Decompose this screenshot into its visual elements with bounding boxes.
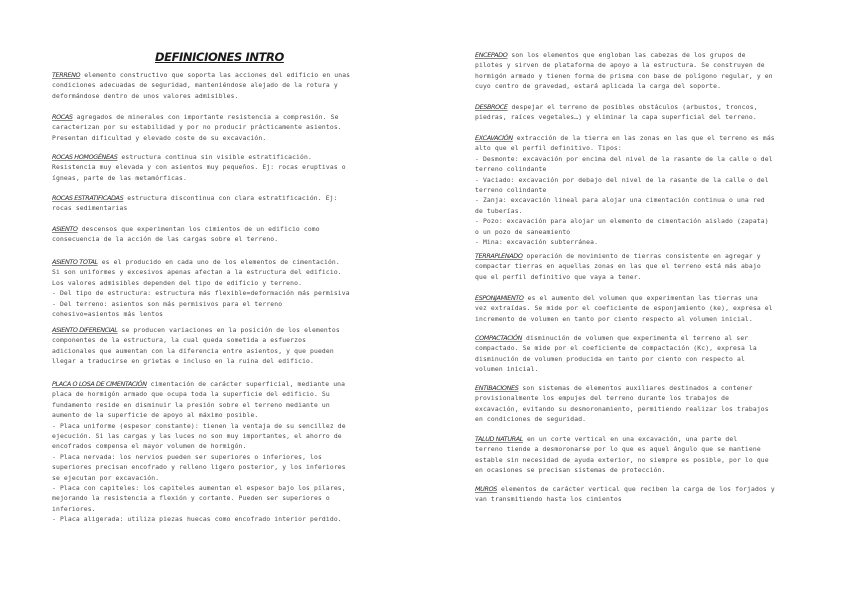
- definition-entry: [475, 383, 769, 426]
- definition-first-line: [52, 193, 338, 204]
- definition-text-line: o un pozo de saneamiento: [475, 228, 571, 236]
- definition-text-line: deformándose dentro de unos valores admisibles.: [52, 92, 239, 100]
- definition-text: elemento constructivo que soporta las acciones del edificio en unas: [80, 72, 351, 79]
- definition-text-line: - Del tipo de estructura: estructura más flexible=deformación más permisiva: [52, 290, 350, 298]
- definition-text: cimentación de carácter superficial, mediante una: [146, 381, 346, 388]
- definition-text-line: volumen inicial.: [475, 366, 539, 374]
- definition-text-line: Presentan dificultad y elevado coste de su excavación.: [52, 134, 267, 142]
- definition-text-line: - Del terreno: asientos son más permisivos para el terreno: [52, 300, 283, 308]
- definition-first-line: [475, 383, 769, 394]
- definition-entry: [52, 325, 340, 368]
- definition-term: PLACA O LOSA DE CIMENTACIÓN: [52, 380, 147, 388]
- definition-first-line: [52, 325, 340, 336]
- definition-text: son sistemas de elementos auxiliares destinados a contener: [518, 385, 753, 392]
- definition-text-line: caracterizan por su estabilidad y por no producir prácticamente asientos.: [52, 124, 342, 132]
- definition-term: DESBROCE: [475, 103, 508, 111]
- definition-entry: [52, 193, 338, 215]
- definition-text-line: que el perfil definitivo que vaya a tener.: [475, 273, 642, 281]
- definition-text: extracción de la tierra en las zonas en las que el terreno es más: [512, 135, 775, 142]
- definition-entry: [52, 257, 350, 320]
- definition-text-line: de tuberías.: [475, 207, 523, 215]
- definition-first-line: [475, 484, 775, 495]
- definition-first-line: [475, 251, 761, 262]
- definition-text: estructura discontinua con clara estratificación. Ej:: [123, 195, 338, 202]
- definition-text: agregados de minerales con importante resistencia a compresión. Se: [72, 114, 339, 121]
- definition-first-line: [475, 102, 758, 113]
- definition-term: COMPACTACIÓN: [475, 334, 523, 342]
- definition-text-line: - Placa aligerada: utiliza piezas huecas como encofrado interior perdido.: [52, 516, 342, 524]
- definition-text-line: disminución de volumen producida en tanto por ciento con respecto al: [475, 355, 745, 363]
- definition-text: despejar el terreno de posibles obstáculos (arbustos, troncos,: [507, 104, 758, 111]
- definition-first-line: [52, 379, 346, 390]
- definition-text: descensos que experimentan los cimientos de un edificio como: [77, 226, 320, 233]
- page-title: DEFINICIONES INTRO: [155, 50, 284, 64]
- definition-text-line: compactado. Se mide por el coeficiente de compactación (Kc), expresa la: [475, 345, 757, 353]
- definition-first-line: [475, 333, 757, 344]
- definition-text-line: - Mina: excavación subterránea.: [475, 239, 599, 247]
- definition-entry: [475, 133, 775, 248]
- definition-text-line: Resistencia muy elevada y con asientos muy pequeños. Ej: rocas eruptivas o: [52, 164, 346, 172]
- definition-text: disminución de volumen que experimenta el terreno al ser: [522, 335, 749, 342]
- definition-entry: [475, 333, 757, 376]
- definition-text-line: piedras, raíces vegetales…) y eliminar la capa superficial del terreno.: [475, 114, 757, 122]
- definition-text-line: hormigón armado y tienen forma de prisma con base de polígono regular, y en: [475, 72, 773, 80]
- definition-entry: [475, 251, 761, 283]
- definition-term: ENTIBACIONES: [475, 384, 519, 392]
- definition-text-line: ejecución. Si las cargas y las luces no son muy importantes, el ahorro de: [52, 433, 342, 441]
- definition-term: ROCAS ESTRATIFICADAS: [52, 194, 124, 202]
- definition-text-line: encofrados compensa el mayor volumen de hormigón.: [52, 443, 247, 451]
- definition-text: se producen variaciones en la posición de los elementos: [117, 327, 340, 334]
- definition-first-line: [52, 70, 350, 81]
- definition-text-line: Los valores admisibles dependen del tipo de edificio y terreno.: [52, 279, 303, 287]
- definition-text: en un corte vertical en una excavación, una parte del: [522, 436, 738, 443]
- definition-first-line: [52, 257, 350, 268]
- definition-first-line: [52, 224, 320, 235]
- definition-text: es el producido en cada uno de los elementos de cimentación.: [97, 259, 340, 266]
- definition-text-line: provisionalmente los empujes del terreno durante los trabajos de: [475, 395, 730, 403]
- definition-text-line: incremento de volumen en tanto por ciento respecto al volumen inicial.: [475, 315, 753, 323]
- definition-text-line: - Zanja: excavación lineal para alojar una cimentación continua o una red: [475, 197, 765, 205]
- definition-entry: [475, 434, 769, 477]
- definition-term: ASIENTO DIFERENCIAL: [52, 326, 118, 334]
- definition-term: ROCAS HOMOGÉNEAS: [52, 153, 118, 161]
- definition-text-line: llegar a traducirse en grietas e incluso en la ruina del edificio.: [52, 358, 314, 366]
- definition-entry: [52, 70, 350, 102]
- definition-text-line: superiores precisan encofrado y relleno ligero posterior, y los inferiores: [52, 464, 346, 472]
- definition-text-line: componentes de la estructura, la cual queda sometida a esfuerzos: [52, 337, 307, 345]
- definition-text-line: - Vaciado: excavación por debajo del nivel de la rasante de la calle o del: [475, 176, 769, 184]
- definition-entry: [475, 50, 773, 93]
- definition-term: TALUD NATURAL: [475, 435, 523, 443]
- definition-text-line: cuyo centro de gravedad, estará aplicada la carga del soporte.: [475, 83, 722, 91]
- definition-text-line: terreno tiende a desmoronarse por lo que es aquel ángulo que se mantiene: [475, 446, 761, 454]
- definition-text-line: inferiores.: [52, 505, 96, 513]
- definition-text-line: en condiciones de seguridad.: [475, 416, 587, 424]
- definition-text-line: aumento de la superficie de apoyo al máximo posible.: [52, 412, 259, 420]
- definition-entry: [52, 224, 320, 246]
- definition-text-line: consecuencia de la acción de las cargas sobre el terreno.: [52, 236, 279, 244]
- definition-first-line: [52, 152, 346, 163]
- definition-text-line: compactar tierras en aquellas zonas en las que el terreno está más abajo: [475, 263, 761, 271]
- definition-text-line: cohesivo=asientos más lentos: [52, 311, 164, 319]
- definition-text-line: se ejecutan por excavación.: [52, 474, 160, 482]
- definition-text-line: - Placa uniforme (espesor constante): tienen la ventaja de su sencillez de: [52, 422, 346, 430]
- definition-first-line: [52, 112, 342, 123]
- definition-entry: [52, 379, 346, 526]
- definition-term: ESPONJAMIENTO: [475, 294, 524, 302]
- definition-text-line: - Placa con capiteles: los capiteles aumentan el espesor bajo los pilares,: [52, 485, 346, 493]
- definition-text-line: vez extraídas. Se mide por el coeficiente de esponjamiento (ke), expresa el: [475, 305, 773, 313]
- definition-text: operación de movimiento de tierras consistente en agregar y: [522, 253, 761, 260]
- definition-term: TERRAPLENADO: [475, 252, 523, 260]
- definition-text-line: adicionales que aumentan con la diferencia entre asientos, y que pueden: [52, 347, 334, 355]
- definition-term: TERRENO: [52, 71, 81, 79]
- definition-term: ASIENTO: [52, 225, 78, 233]
- definition-text-line: placa de hormigón armado que ocupa toda la superficie del edificio. Su: [52, 391, 330, 399]
- definition-text-line: van transmitiendo hasta los cimientos: [475, 496, 622, 504]
- definition-entry: [475, 484, 775, 506]
- definition-term: ASIENTO TOTAL: [52, 258, 98, 266]
- definition-text-line: ígneas, parte de las metamórficas.: [52, 174, 187, 182]
- definition-first-line: [475, 293, 773, 304]
- definition-text-line: terreno colindante: [475, 187, 547, 195]
- definition-first-line: [475, 434, 769, 445]
- definition-text-line: Si son uniformes y excesivos apenas afectan a la estructura del edificio.: [52, 269, 342, 277]
- definition-text-line: - Desmonte: excavación por encima del nivel de la rasante de la calle o del: [475, 155, 773, 163]
- definition-entry: [475, 102, 758, 124]
- definition-term: EXCAVACIÓN: [475, 134, 513, 142]
- definition-text-line: condiciones adecuadas de seguridad, manteniéndose alejado de la rotura y: [52, 82, 338, 90]
- definition-text-line: excavación, evitando su desmoronamiento, permitiendo realizar los trabajos: [475, 405, 769, 413]
- definition-text-line: rocas sedimentarias: [52, 205, 128, 213]
- definition-term: MUROS: [475, 485, 497, 493]
- definition-first-line: [475, 133, 775, 144]
- definition-text: elementos de carácter vertical que reciben la carga de los forjados y: [496, 486, 775, 493]
- definition-term: ENCEPADO: [475, 51, 508, 59]
- definition-text-line: pilotes y sirven de plataforma de apoyo a la estructura. Se construyen de: [475, 62, 765, 70]
- definition-entry: [52, 112, 342, 144]
- definition-text-line: estable sin necesidad de ayuda exterior, no siempre es posible, por lo que: [475, 456, 769, 464]
- definition-text-line: mejorando la resistencia a flexión y cortante. Pueden ser superiores o: [52, 495, 330, 503]
- definition-text-line: - Pozo: excavación para alojar un elemento de cimentación aislado (zapata): [475, 218, 769, 226]
- definition-text-line: terreno colindante: [475, 166, 547, 174]
- definition-text: estructura continua sin visible estratificación.: [117, 154, 312, 161]
- definition-entry: [52, 152, 346, 184]
- definition-text-line: en ocasiones se precisan sistemas de protección.: [475, 467, 666, 475]
- definition-text-line: - Placa nervada: los nervios pueden ser superiores o inferiores, los: [52, 453, 322, 461]
- definition-entry: [475, 293, 773, 325]
- definition-text-line: fundamento reside en disminuir la presión sobre el terreno mediante un: [52, 401, 330, 409]
- definition-first-line: [475, 50, 773, 61]
- definition-text: son los elementos que engloban las cabezas de los grupos de: [507, 52, 746, 59]
- definition-text: es el aumento del volumen que experimentan las tierras una: [523, 295, 758, 302]
- definition-text-line: alto que el perfil definitivo. Tipos:: [475, 145, 622, 153]
- definition-term: ROCAS: [52, 113, 73, 121]
